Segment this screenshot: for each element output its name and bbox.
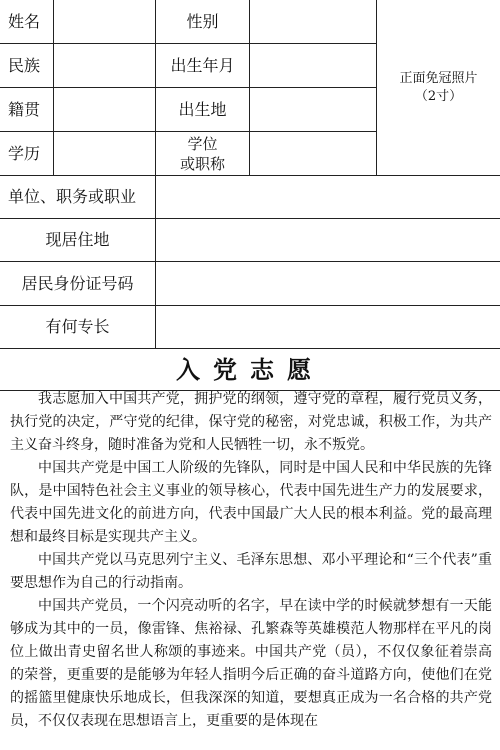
education-field[interactable] [54,132,155,175]
birth-month-label: 出生年月 [170,55,235,75]
degree-label-line-1: 学位 [187,134,218,153]
address-label: 现居住地 [45,230,110,249]
native-place-label: 籍贯 [8,99,41,119]
name-label: 姓名 [8,11,41,31]
photo-label: 正面免冠照片 [399,70,478,86]
gender-label: 性别 [186,11,219,31]
application-title: 入党志愿 [176,354,324,384]
birthplace-field[interactable] [250,88,376,131]
birth-month-field[interactable] [250,44,376,87]
employer-field[interactable] [156,176,500,218]
degree-label [156,132,249,175]
birthplace-label: 出生地 [178,99,227,119]
gender-field[interactable] [250,0,376,43]
degree-field[interactable] [250,132,376,175]
paragraph-2: 中国共产党是中国工人阶级的先锋队，同时是中国人民和中华民族的先锋队，是中国特色社会主义事业的领导核心，代表中国先进生产力的发展要求，代表中国先进文化的前进方向，代表中国最广大人民的根本利益。党的最高理想和最终目标是实现共产主义。 [10,460,492,545]
id-number-field[interactable] [156,262,500,305]
ethnicity-label: 民族 [8,55,41,75]
paragraph-4: 中国共产党员，一个闪亮动听的名字，早在读中学的时候就梦想有一天能够成为其中的一员，像雷锋、焦裕禄、孔繁森等英雄模范人物那样在平凡的岗位上做出青史留名世人称颂的事迹来。中国共产党（员），不仅仅象征着崇高的荣誉，更重要的是能够为年轻人指明今后正确的奋斗道路方向，使他们在党的摇篮里健康快乐地成长，但我深深的知道，要想真正成为一名合格的共产党员，不仅仅表现在思想语言上，更重要的是体现在 [10,598,492,729]
paragraph-3: 中国共产党以马克思列宁主义、毛泽东思想、邓小平理论和“三个代表”重要思想作为自己的行动指南。 [10,552,492,591]
address-field[interactable] [156,219,500,261]
specialty-field[interactable] [156,306,500,348]
name-field[interactable] [54,0,155,43]
paragraph-1: 我志愿加入中国共产党，拥护党的纲领，遵守党的章程，履行党员义务，执行党的决定，严守党的纪律，保守党的秘密，对党忠诚，积极工作，为共产主义奋斗终身，随时准备为党和人民牺牲一切，永不叛党。 [10,391,492,453]
native-place-field[interactable] [54,88,155,131]
application-body [10,388,492,733]
degree-label-line-2: 或职称 [179,154,225,173]
id-number-label: 居民身份证号码 [21,273,134,293]
specialty-label: 有何专长 [45,317,110,336]
education-label: 学历 [8,143,41,163]
photo-box [377,0,500,175]
employer-label: 单位、职务或职业 [8,187,137,206]
photo-size: （2寸） [414,88,463,104]
ethnicity-field[interactable] [54,44,155,87]
